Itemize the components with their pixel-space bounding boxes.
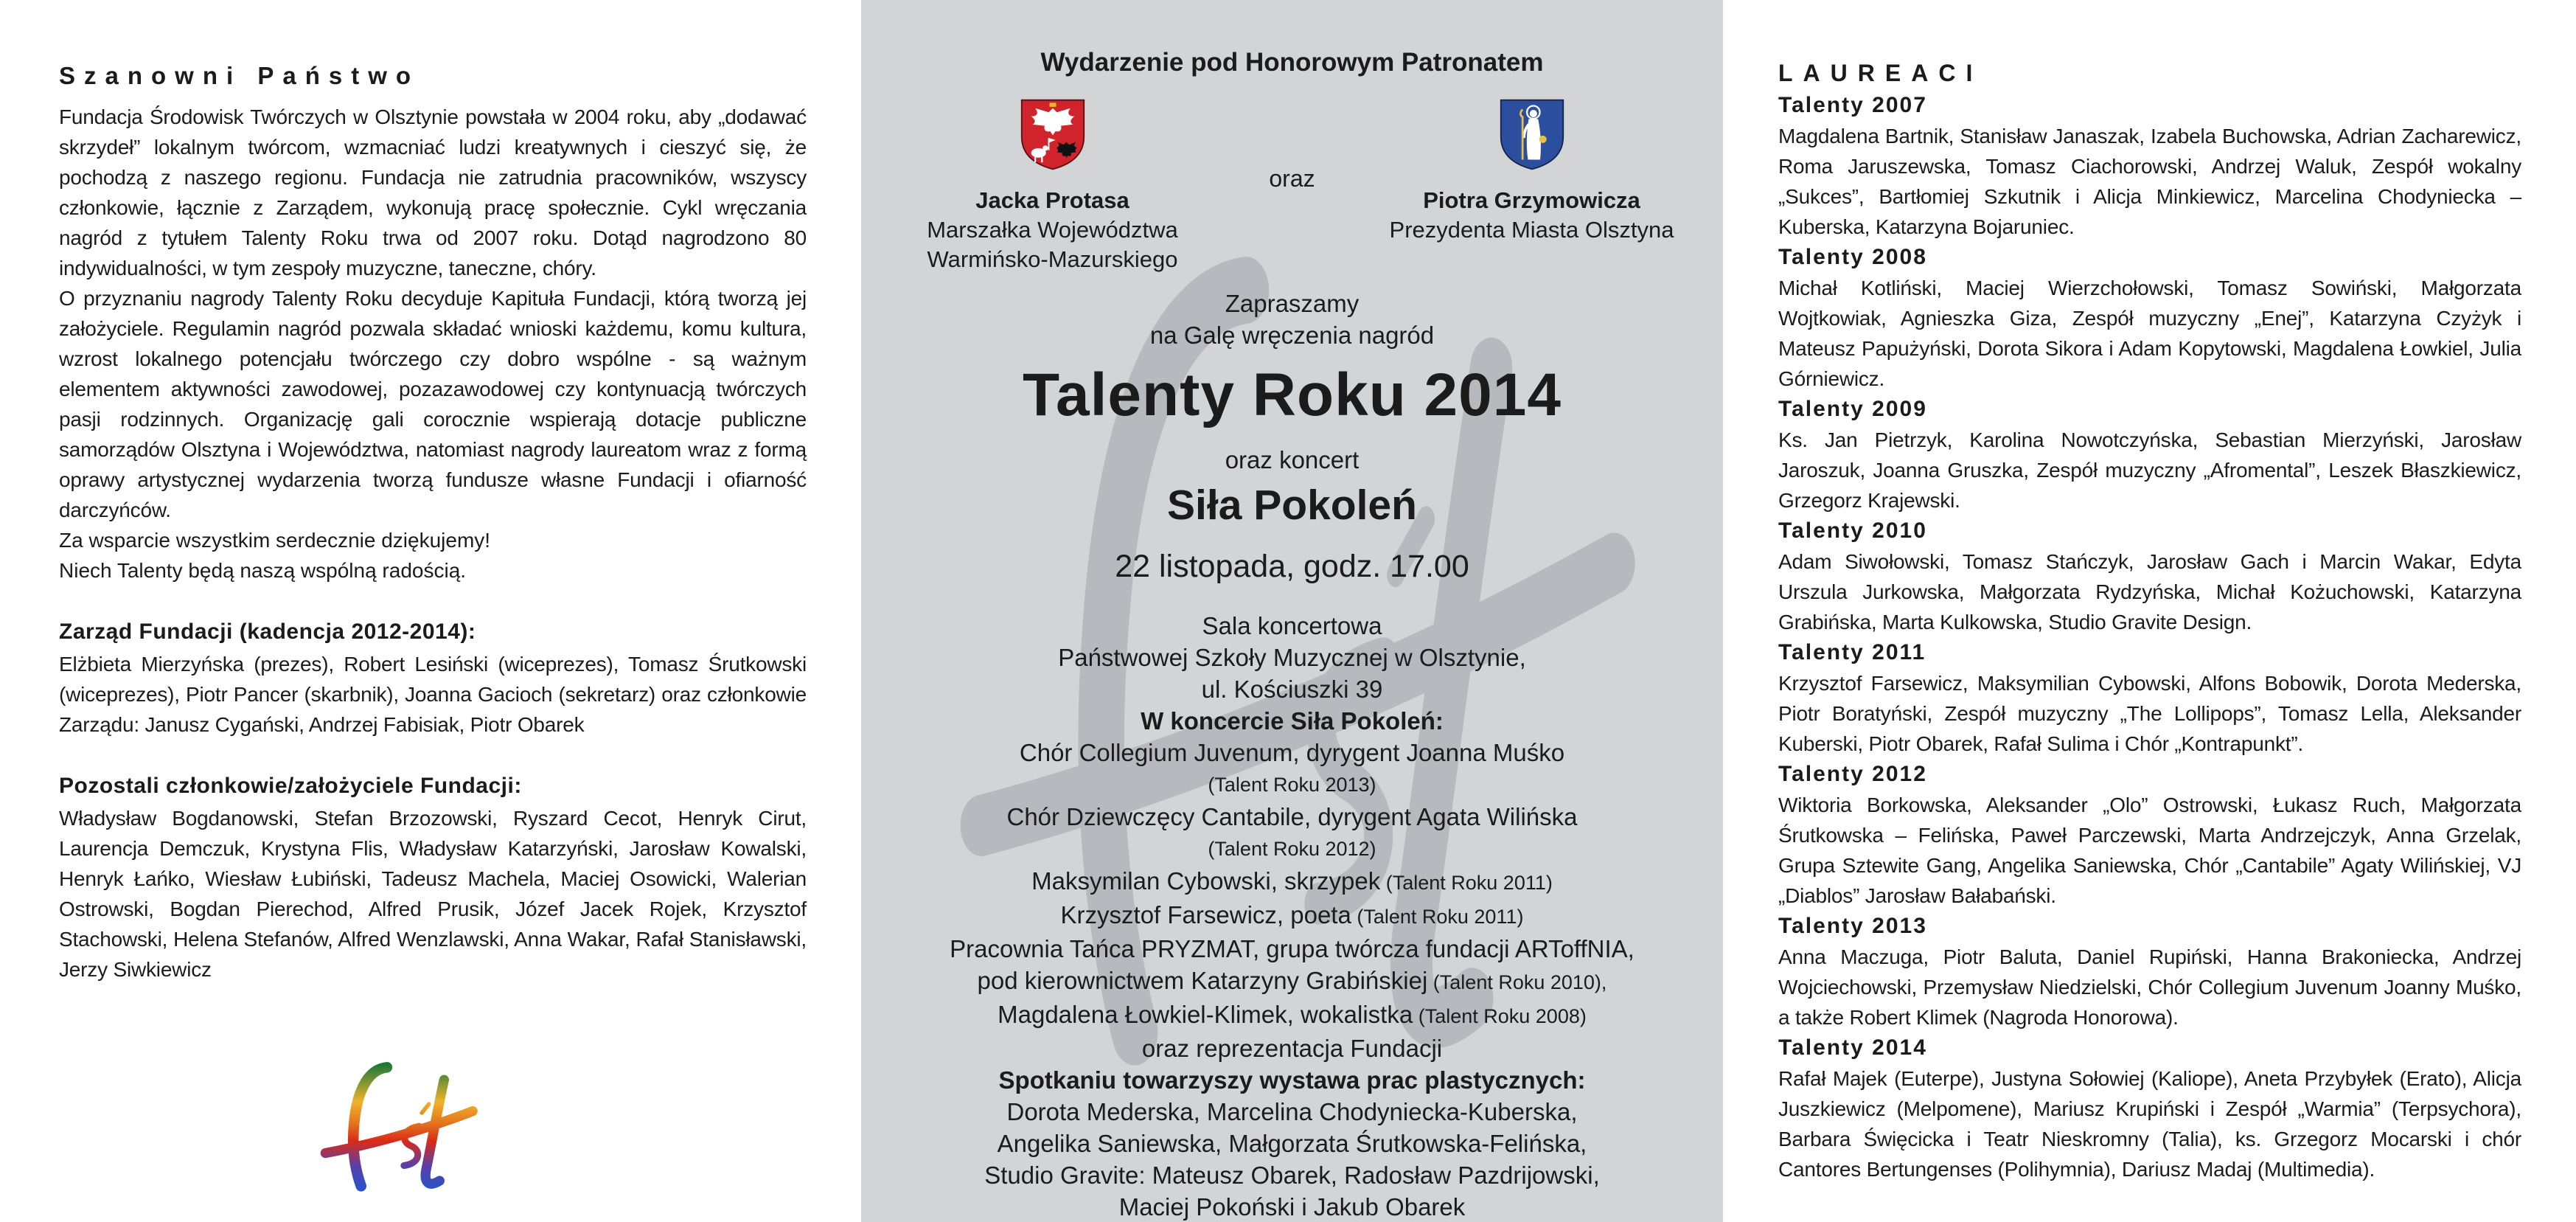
talenty-year-names: Anna Maczuga, Piotr Baluta, Daniel Rupiński, Hanna Brakoniecka, Andrzej Wojciechowski, Przemysław Niedzielski, Chór Collegium Juvenum Joanny Muśko, a także Robert Klimek (Nagroda Honorowa). <box>1778 945 2521 1029</box>
program-line <box>861 965 1723 999</box>
program-line <box>861 833 1723 865</box>
program-line <box>861 705 1723 737</box>
foundation-intro-paragraph: Fundacja Środowisk Twórczych w Olsztynie powstała w 2004 roku, aby „dodawać skrzydeł” lokalnym twórcom, wzmacniać ludzi kreatywnych i cieszyć się, że pochodzą z naszego regionu. Fundacja nie zatrudnia pracowników, wszyscy członkowie, łącznie z Zarządem, wykonują pracę społecznie. Cykl wręczania nagród z tytułem Talenty Roku trwa od 2007 roku. Dotąd nagrodzono 80 indywidualności, w tym zespoły muzyczne, taneczne, chóry. <box>59 105 807 280</box>
program-line-text: ul. Kościuszki 39 <box>1201 676 1383 703</box>
joy-line: Niech Talenty będą naszą wspólną radością. <box>59 559 467 582</box>
program-line-text: Pracownia Tańca PRYZMAT, grupa twórcza fundacji ARToffNIA, <box>950 935 1635 962</box>
program-line <box>861 357 1723 434</box>
program-line <box>861 1191 1723 1222</box>
talenty-year-names: Wiktoria Borkowska, Aleksander „Olo” Ostrowski, Łukasz Ruch, Małgorzata Śrutkowska – Felińska, Paweł Parczewski, Marta Andrzejczyk, Anna Grzelak, Grupa Sztewite Gang, Angelika Saniewska, Chór „Cantabile” Agaty Wilińskiej, VJ „Diablos” Jarosław Bałabański. <box>1778 794 2521 907</box>
thanks-line: Za wsparcie wszystkim serdecznie dziękujemy! <box>59 529 491 552</box>
program-line-text: Krzysztof Farsewicz, poeta <box>1060 901 1351 928</box>
talenty-year-names: Adam Siwołowski, Tomasz Stańczyk, Jarosław Gach i Marcin Wakar, Edyta Urszula Jurkowska, Małgorzata Rydzyńska, Michał Kożuchowski, Katarzyna Grabińska, Marta Kulkowska, Studio Gravite Design. <box>1778 550 2521 633</box>
program-line-text: na Galę wręczenia nagród <box>1149 322 1435 349</box>
talenty-year-heading: Talenty 2011 <box>1778 640 1926 664</box>
program-line-text: Chór Collegium Juvenum, dyrygent Joanna Muśko <box>1019 739 1565 766</box>
program-line <box>861 476 1723 535</box>
program-line-text: oraz reprezentacja Fundacji <box>1141 1035 1443 1062</box>
talenty-year-heading: Talenty 2007 <box>1778 93 1927 117</box>
patron-marshal-name: Jacka Protasa <box>975 187 1129 213</box>
fst-foundation-logo-icon <box>316 1046 481 1205</box>
program-line <box>861 1128 1723 1159</box>
talenty-year-heading: Talenty 2010 <box>1778 518 1927 543</box>
program-line <box>861 288 1723 319</box>
patronage-row <box>861 97 1723 274</box>
founders-paragraph: Władysław Bogdanowski, Stefan Brzozowski, Ryszard Cecot, Henryk Cirut, Laurencja Demczuk, Krystyna Flis, Władysław Katarzyński, Jarosław Kowalski, Henryk Łańko, Wiesław Łubiński, Tadeusz Machela, Maciej Osowicki, Walerian Ostrowski, Bogdan Pierechod, Alfred Prusik, Józef Jacek Rojek, Krzysztof Stachowski, Helena Stefanów, Alfred Wenzlawski, Anna Wakar, Rafał Stanisławski, Jerzy Siwkiewicz <box>59 807 807 981</box>
program-line <box>861 737 1723 768</box>
program-line-text: Magdalena Łowkiel-Klimek, wokalistka <box>998 1001 1413 1028</box>
program-line <box>861 768 1723 801</box>
program-line-text: (Talent Roku 2013) <box>1208 774 1376 796</box>
board-heading: Zarząd Fundacji (kadencja 2012-2014): <box>59 619 476 644</box>
members-heading: Pozostali członkowie/założyciele Fundacji: <box>59 774 522 798</box>
invitation-content <box>861 0 1723 1222</box>
program-line <box>861 801 1723 833</box>
patron-mayor-group <box>1359 97 1705 245</box>
program-line-text: W koncercie Siła Pokoleń: <box>1141 707 1444 735</box>
program-line <box>861 1096 1723 1128</box>
program-line <box>861 865 1723 899</box>
warmia-mazury-coat-of-arms-icon <box>1019 97 1087 172</box>
program-line <box>861 933 1723 965</box>
olsztyn-coat-of-arms-icon <box>1498 97 1566 172</box>
program-line <box>861 1064 1723 1096</box>
patron-mayor-title-1: Prezydenta Miasta Olsztyna <box>1389 217 1674 243</box>
program-lines <box>861 288 1723 1222</box>
patronage-header: Wydarzenie pod Honorowym Patronatem <box>1040 48 1544 77</box>
program-line-text: Maksymilan Cybowski, skrzypek <box>1031 867 1381 895</box>
program-line-text: Chór Dziewczęcy Cantabile, dyrygent Agata Wilińska <box>1006 803 1578 830</box>
program-line <box>861 444 1723 476</box>
talenty-year-heading: Talenty 2014 <box>1778 1035 1927 1060</box>
program-line <box>861 999 1723 1032</box>
laureates-heading: LAUREACI <box>1778 60 1983 86</box>
foundation-column <box>59 59 807 985</box>
program-line-text: Maciej Pokoński i Jakub Obarek <box>1118 1193 1466 1221</box>
program-line <box>861 319 1723 351</box>
program-line-text: Talenty Roku 2014 <box>1023 361 1562 428</box>
talent-roku-tag: (Talent Roku 2010), <box>1427 971 1607 993</box>
program-line <box>861 544 1723 589</box>
program-line-text: 22 listopada, godz. 17.00 <box>1115 549 1469 584</box>
talenty-year-names: Krzysztof Farsewicz, Maksymilian Cybowski, Alfons Bobowik, Dorota Mederska, Piotr Boratyński, Zespół muzyczny „The Lollipops”, Tomasz Lella, Aleksander Kuberski, Piotr Obarek, Rafał Sulima i Chór „Kontrapunkt”. <box>1778 672 2521 755</box>
program-line-text: Studio Gravite: Mateusz Obarek, Radosław Pazdrijowski, <box>984 1162 1600 1189</box>
patron-marshal-title-2: Warmińsko-Mazurskiego <box>927 246 1178 272</box>
board-members-paragraph: Elżbieta Mierzyńska (prezes), Robert Lesiński (wiceprezes), Tomasz Śrutkowski (wiceprezes), Piotr Pancer (skarbnik), Joanna Gacioch (sekretarz) oraz członkowie Zarządu: Janusz Cygański, Andrzej Fabisiak, Piotr Obarek <box>59 653 807 736</box>
program-line <box>861 642 1723 673</box>
talenty-year-heading: Talenty 2008 <box>1778 245 1927 269</box>
talenty-year-names: Rafał Majek (Euterpe), Justyna Sołowiej (Kaliope), Aneta Przybyłek (Erato), Alicja Juszkiewicz (Melpomene), Mariusz Krupiński i Zespół „Warmia” (Terpsychora), Barbara Święcicka i Teatr Nieskromny (Talia), ks. Grzegorz Mocarski i chór Cantores Bertungenses (Polihymnia), Dariusz Madaj (Multimedia). <box>1778 1067 2521 1181</box>
talenty-year-heading: Talenty 2009 <box>1778 397 1927 421</box>
patron-marshal-title-1: Marszałka Województwa <box>927 217 1178 243</box>
program-line <box>861 1159 1723 1191</box>
talenty-year-names: Magdalena Bartnik, Stanisław Janaszak, Izabela Buchowska, Adrian Zacharewicz, Roma Jaruszewska, Tomasz Ciachorowski, Andrzej Waluk, Zespół wokalny „Sukces”, Bartłomiej Szkutnik i Alicja Minkiewicz, Marcelina Chodyniecka – Kuberska, Katarzyna Bojaruniec. <box>1778 125 2521 238</box>
program-line <box>861 610 1723 642</box>
program-line-text: Dorota Mederska, Marcelina Chodyniecka-Kuberska, <box>1006 1098 1578 1125</box>
patron-mayor-name: Piotra Grzymowicza <box>1423 187 1640 213</box>
talenty-year-heading: Talenty 2012 <box>1778 762 1927 786</box>
talenty-year-names: Ks. Jan Pietrzyk, Karolina Nowotczyńska, Sebastian Mierzyński, Jarosław Jaroszuk, Joanna Gruszka, Zespół muzyczny „Afromental”, Leszek Błaszkiewicz, Grzegorz Krajewski. <box>1778 428 2521 512</box>
award-rules-paragraph: O przyznaniu nagrody Talenty Roku decyduje Kapituła Fundacji, którą tworzą jej założyciele. Regulamin nagród pozwala składać wnioski każdemu, komu kultura, wzrost lokalnego potencjału twórczego czy dobro wspólne - są ważnym elementem aktywności zawodowej, pozazawodowej czy kontynuacją twórczych pasji rodzinnych. Organizację gali corocznie wspierają dotacje publiczne samorządów Olsztyna i Województwa, natomiast nagrody laureatom wraz z formą oprawy artystycznej wydarzenia tworzą fundusze własne Fundacji i ofiarność darczyńców. <box>59 287 807 521</box>
laureates-column <box>1778 56 2521 1184</box>
program-line-text: Zapraszamy <box>1225 290 1360 317</box>
invitation-panel <box>861 0 1723 1222</box>
greeting-heading: Szanowni Państwo <box>59 62 420 89</box>
talent-roku-tag: (Talent Roku 2011) <box>1351 906 1524 928</box>
program-line <box>861 1032 1723 1064</box>
program-line-text: Spotkaniu towarzyszy wystawa prac plastycznych: <box>998 1066 1586 1094</box>
program-line <box>861 899 1723 933</box>
talent-roku-tag: (Talent Roku 2008) <box>1413 1005 1587 1027</box>
program-line-text: Siła Pokoleń <box>1167 482 1417 529</box>
program-line-text: pod kierownictwem Katarzyny Grabińskiej <box>977 967 1428 994</box>
program-line-text: Państwowej Szkoły Muzycznej w Olsztynie, <box>1058 644 1526 671</box>
program-line-text: Angelika Saniewska, Małgorzata Śrutkowska-Felińska, <box>997 1130 1587 1157</box>
program-line-text: Sala koncertowa <box>1202 612 1382 639</box>
talenty-year-heading: Talenty 2013 <box>1778 914 1927 938</box>
program-line-text: (Talent Roku 2012) <box>1208 838 1376 860</box>
program-line-text: oraz koncert <box>1225 446 1360 473</box>
talenty-year-names: Michał Kotliński, Maciej Wierzchołowski, Tomasz Sowiński, Małgorzata Wojtkowiak, Agnieszka Giza, Zespół muzyczny „Enej”, Katarzyna Czyżyk i Mateusz Papużyński, Dorota Sikora i Adam Kopytowski, Magdalena Łowkiel, Julia Górniewicz. <box>1778 277 2521 390</box>
program-line <box>861 673 1723 705</box>
oraz-label: oraz <box>1269 165 1315 192</box>
patron-marshal-group <box>880 97 1226 274</box>
laureates-list <box>1778 90 2521 1184</box>
talent-roku-tag: (Talent Roku 2011) <box>1380 872 1553 894</box>
